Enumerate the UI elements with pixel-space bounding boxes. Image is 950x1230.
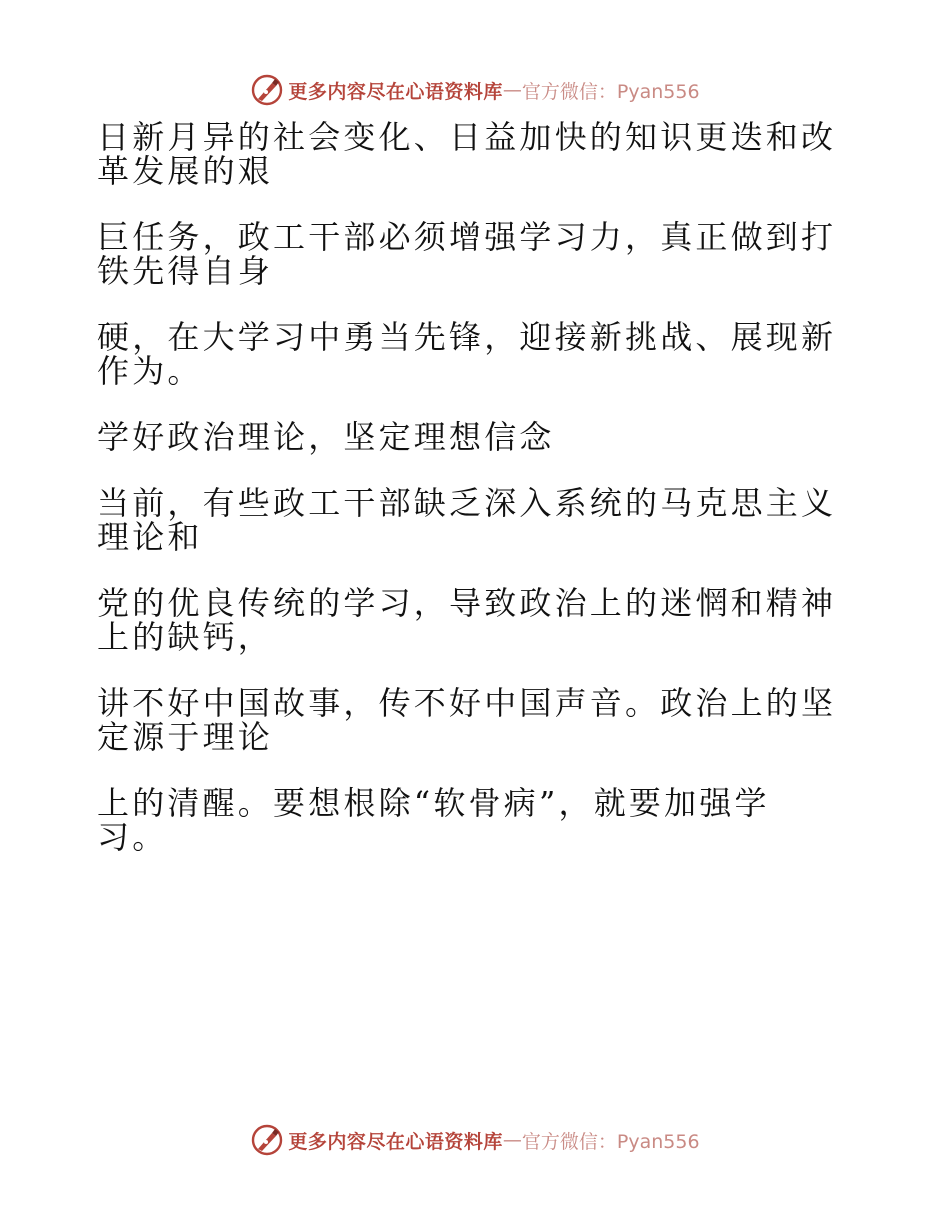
paragraph [97,420,837,454]
paragraph-first-line: 学好政治理论，坚定理想信念 [97,418,555,456]
brand-separator: — [502,79,522,101]
header-watermark-banner [0,70,950,110]
paragraph [97,486,837,554]
paragraph-first-line: 日新月异的社会变化、日益加快的知识更迭和改 [97,118,837,156]
footer-watermark-banner [0,1120,950,1160]
wechat-text: 官方微信：Pyan556 [521,1130,700,1153]
paragraph-continuation-line: 理论和 [97,518,203,556]
paragraph-continuation-line: 铁先得自身 [97,252,274,290]
brand-text: 更多内容尽在心语资料库 [288,80,503,103]
paragraph-first-line: 巨任务，政工干部必须增强学习力，真正做到打 [97,218,837,256]
paragraph [97,320,837,388]
paragraph-first-line: 上的清醒。要想根除“软骨病”，就要加强学 [97,784,770,822]
paragraph-continuation-line: 革发展的艰 [97,152,274,190]
paragraph-continuation-line: 上的缺钙， [97,618,274,656]
paragraph [97,786,837,854]
paragraph-first-line: 党的优良传统的学习，导致政治上的迷惘和精神 [97,584,837,622]
paragraph [97,686,837,754]
paragraph [97,586,837,654]
brand-text: 更多内容尽在心语资料库 [288,1130,503,1153]
paragraph [97,120,837,188]
pen-logo-icon [250,73,284,107]
paragraph [97,220,837,288]
paragraph-continuation-line: 作为。 [97,352,203,390]
paragraph-first-line: 当前，有些政工干部缺乏深入系统的马克思主义 [97,484,837,522]
paragraph-first-line: 讲不好中国故事，传不好中国声音。政治上的坚 [97,684,837,722]
document-body [97,120,837,886]
pen-logo-icon [250,1123,284,1157]
brand-separator: — [502,1129,522,1151]
paragraph-continuation-line: 定源于理论 [97,718,274,756]
paragraph-continuation-line: 习。 [97,818,168,856]
paragraph-first-line: 硬，在大学习中勇当先锋，迎接新挑战、展现新 [97,318,837,356]
wechat-text: 官方微信：Pyan556 [521,80,700,103]
